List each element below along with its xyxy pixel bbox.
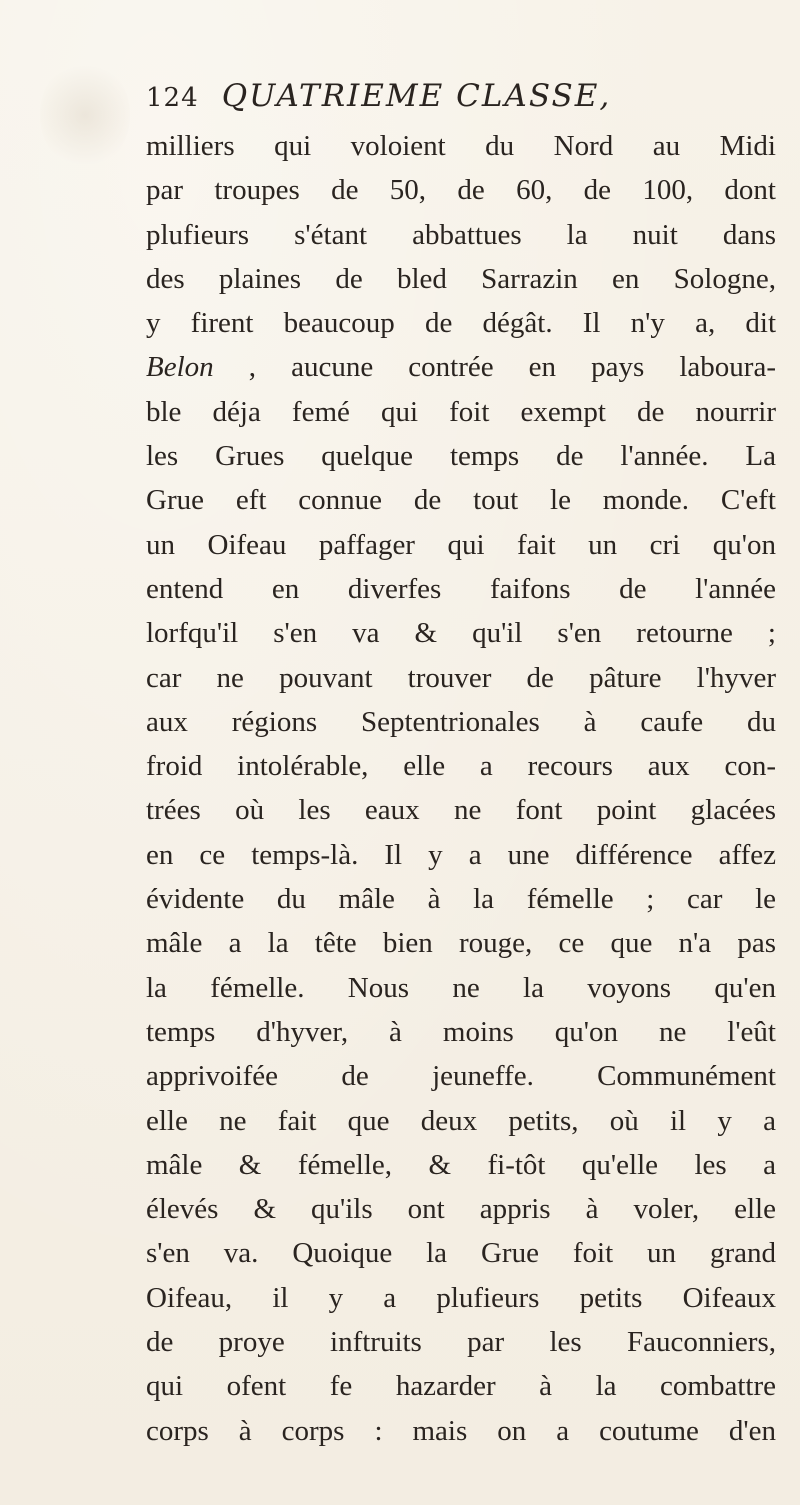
text-line: entend en diverfes faifons de l'année (146, 572, 776, 605)
text-line: évidente du mâle à la fémelle ; car le (146, 883, 776, 916)
page-number: 124 (146, 83, 199, 113)
text-line: un Oifeau paffager qui fait un cri qu'on (146, 528, 776, 561)
running-title: QUATRIEME CLASSE, (221, 78, 612, 114)
text-line: corps à corps : mais on a coutume d'en (146, 1414, 776, 1447)
text-line: la fémelle. Nous ne la voyons qu'en (146, 971, 776, 1004)
page-header (146, 78, 776, 122)
text-line: apprivoifée de jeuneffe. Communément (146, 1060, 776, 1093)
author-name: Belon (146, 351, 214, 384)
text-line: élevés & qu'ils ont appris à voler, elle (146, 1193, 776, 1226)
text-line: car ne pouvant trouver de pâture l'hyver (146, 661, 776, 694)
text-line: trées où les eaux ne font point glacées (146, 794, 776, 827)
paper-stain (40, 60, 130, 170)
text-line: mâle & fémelle, & fi-tôt qu'elle les a (146, 1148, 776, 1181)
text-line: qui ofent fe hazarder à la combattre (146, 1370, 776, 1403)
text-line: les Grues quelque temps de l'année. La (146, 440, 776, 473)
text-line: ble déja femé qui foit exempt de nourrir (146, 395, 776, 428)
text-line: froid intolérable, elle a recours aux con- (146, 750, 776, 783)
body-text (146, 124, 776, 1453)
text-line: plufieurs s'étant abbattues la nuit dans (146, 218, 776, 251)
text-line: y firent beaucoup de dégât. Il n'y a, dit (146, 307, 776, 340)
text-line: elle ne fait que deux petits, où il y a (146, 1104, 776, 1137)
text-line: milliers qui voloient du Nord au Midi (146, 130, 776, 162)
text-line: des plaines de bled Sarrazin en Sologne, (146, 262, 776, 295)
text-line: Oifeau, il y a plufieurs petits Oifeaux (146, 1281, 776, 1314)
text-line: s'en va. Quoique la Grue foit un grand (146, 1237, 776, 1270)
text-line: mâle a la tête bien rouge, ce que n'a pas (146, 927, 776, 960)
text-line: par troupes de 50, de 60, de 100, dont (146, 174, 776, 207)
text-line: Grue eft connue de tout le monde. C'eft (146, 484, 776, 517)
text-line: de proye inftruits par les Fauconniers, (146, 1326, 776, 1359)
text-line (146, 345, 776, 389)
text-fragment: , aucune contrée en pays laboura- (213, 351, 776, 384)
text-line: temps d'hyver, à moins qu'on ne l'eût (146, 1015, 776, 1048)
text-line: lorfqu'il s'en va & qu'il s'en retourne ; (146, 617, 776, 650)
text-line: en ce temps-là. Il y a une différence affez (146, 838, 776, 871)
text-line: aux régions Septentrionales à caufe du (146, 705, 776, 738)
